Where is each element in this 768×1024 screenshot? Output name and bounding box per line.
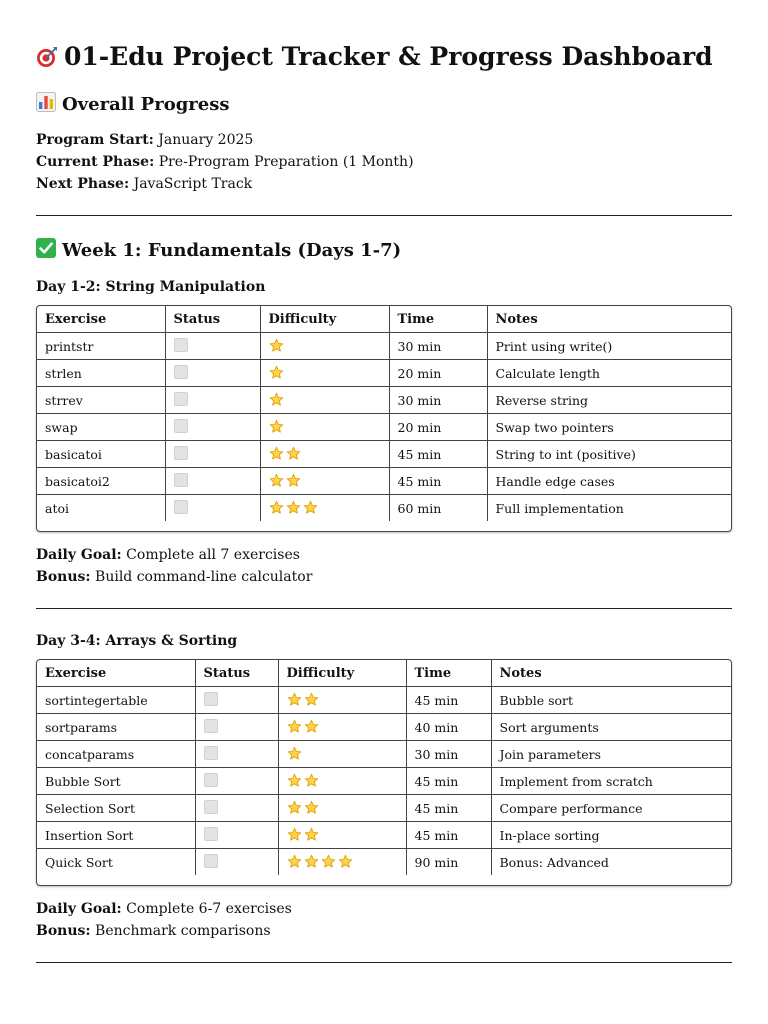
time-cell: 45 min	[389, 468, 487, 495]
difficulty-stars	[269, 392, 284, 407]
star-icon	[287, 746, 302, 761]
notes-cell: String to int (positive)	[487, 441, 731, 468]
difficulty-cell	[278, 687, 406, 714]
status-checkbox[interactable]	[174, 500, 188, 514]
target-icon	[36, 43, 58, 65]
table-row	[37, 360, 731, 387]
time-cell: 40 min	[406, 714, 491, 741]
status-checkbox[interactable]	[204, 827, 218, 841]
status-checkbox[interactable]	[174, 392, 188, 406]
bar-chart-icon	[36, 92, 56, 112]
program-meta	[36, 129, 732, 195]
difficulty-stars	[269, 419, 284, 434]
notes-cell: Swap two pointers	[487, 414, 731, 441]
next-phase-label: Next Phase:	[36, 176, 130, 192]
difficulty-stars	[287, 854, 353, 869]
star-icon	[287, 773, 302, 788]
difficulty-cell	[260, 468, 389, 495]
star-icon	[287, 719, 302, 734]
table-header-row	[37, 306, 731, 333]
exercise-cell: basicatoi2	[37, 468, 165, 495]
bonus-value: Build command-line calculator	[95, 569, 313, 585]
table-row	[37, 849, 731, 876]
exercise-cell: Selection Sort	[37, 795, 195, 822]
daily-goal-label: Daily Goal:	[36, 547, 122, 563]
difficulty-stars	[287, 827, 319, 842]
difficulty-stars	[269, 473, 301, 488]
star-icon	[304, 773, 319, 788]
exercise-table	[37, 306, 731, 521]
notes-cell: Handle edge cases	[487, 468, 731, 495]
star-icon	[304, 719, 319, 734]
status-cell	[195, 822, 278, 849]
status-checkbox[interactable]	[174, 419, 188, 433]
status-cell	[165, 414, 260, 441]
difficulty-cell	[278, 795, 406, 822]
time-cell: 45 min	[406, 687, 491, 714]
exercise-cell: basicatoi	[37, 441, 165, 468]
check-mark-icon	[36, 238, 56, 258]
table-row	[37, 468, 731, 495]
status-checkbox[interactable]	[174, 338, 188, 352]
status-checkbox[interactable]	[204, 773, 218, 787]
table-row	[37, 687, 731, 714]
overall-progress-heading	[36, 92, 732, 117]
notes-cell: Reverse string	[487, 387, 731, 414]
bonus-value: Benchmark comparisons	[95, 923, 271, 939]
notes-cell: Sort arguments	[491, 714, 731, 741]
column-header: Status	[165, 306, 260, 333]
notes-cell: Implement from scratch	[491, 768, 731, 795]
star-icon	[304, 827, 319, 842]
time-cell: 45 min	[389, 441, 487, 468]
notes-cell: Bubble sort	[491, 687, 731, 714]
star-icon	[269, 500, 284, 515]
exercise-cell: atoi	[37, 495, 165, 522]
column-header: Status	[195, 660, 278, 687]
star-icon	[269, 365, 284, 380]
time-cell: 45 min	[406, 768, 491, 795]
column-header: Exercise	[37, 306, 165, 333]
column-header: Difficulty	[278, 660, 406, 687]
exercise-table	[37, 660, 731, 875]
daily-goal-label: Daily Goal:	[36, 901, 122, 917]
exercise-cell: Quick Sort	[37, 849, 195, 876]
notes-cell: Full implementation	[495, 500, 624, 516]
divider	[36, 962, 732, 963]
day3-4-heading: Day 3-4: Arrays & Sorting	[36, 633, 238, 649]
exercise-cell: sortintegertable	[37, 687, 195, 714]
column-header: Time	[406, 660, 491, 687]
difficulty-cell	[278, 741, 406, 768]
notes-cell: Bonus: Advanced	[499, 854, 609, 870]
status-cell	[195, 795, 278, 822]
difficulty-stars	[269, 446, 301, 461]
difficulty-cell	[260, 333, 389, 360]
status-checkbox[interactable]	[174, 365, 188, 379]
star-icon	[287, 692, 302, 707]
difficulty-stars	[269, 365, 284, 380]
daily-goal-row	[36, 898, 732, 920]
table-row	[37, 495, 731, 522]
daily-goal-row	[36, 544, 732, 566]
divider	[36, 608, 732, 609]
status-cell	[195, 714, 278, 741]
star-icon	[287, 827, 302, 842]
daily-goal-value: Complete 6-7 exercises	[126, 901, 292, 917]
status-cell	[195, 687, 278, 714]
difficulty-cell	[260, 495, 389, 522]
table-row	[37, 387, 731, 414]
difficulty-stars	[269, 338, 284, 353]
time-cell: 45 min	[406, 822, 491, 849]
next-phase-value: JavaScript Track	[133, 176, 253, 192]
time-cell: 60 min	[389, 495, 487, 522]
exercise-cell: Insertion Sort	[37, 822, 195, 849]
status-checkbox[interactable]	[204, 719, 218, 733]
difficulty-stars	[287, 719, 319, 734]
divider	[36, 215, 732, 216]
table-row	[37, 822, 731, 849]
exercise-cell: concatparams	[37, 741, 195, 768]
status-cell	[195, 849, 278, 876]
overall-progress-heading-text: Overall Progress	[62, 94, 230, 115]
status-cell	[165, 360, 260, 387]
difficulty-cell	[278, 822, 406, 849]
star-icon	[269, 392, 284, 407]
status-cell	[195, 768, 278, 795]
column-header: Time	[389, 306, 487, 333]
status-checkbox[interactable]	[204, 800, 218, 814]
current-phase-value: Pre-Program Preparation (1 Month)	[158, 154, 414, 170]
difficulty-stars	[269, 500, 318, 515]
day1-2-goals	[36, 544, 732, 588]
table-row	[37, 441, 731, 468]
table-row	[37, 768, 731, 795]
star-icon	[304, 854, 319, 869]
difficulty-cell	[278, 849, 406, 876]
daily-goal-value: Complete all 7 exercises	[126, 547, 300, 563]
status-cell	[165, 387, 260, 414]
status-cell	[165, 333, 260, 360]
difficulty-cell	[260, 441, 389, 468]
exercise-cell: strrev	[37, 387, 165, 414]
star-icon	[269, 473, 284, 488]
exercise-cell: sortparams	[37, 714, 195, 741]
table-row	[37, 795, 731, 822]
time-cell: 30 min	[389, 387, 487, 414]
difficulty-stars	[287, 800, 319, 815]
week1-heading-text: Week 1: Fundamentals (Days 1-7)	[62, 240, 402, 261]
difficulty-cell	[260, 387, 389, 414]
status-checkbox[interactable]	[204, 854, 218, 868]
difficulty-stars	[287, 692, 319, 707]
table-row	[37, 741, 731, 768]
next-phase-row	[36, 173, 732, 195]
star-icon	[321, 854, 336, 869]
program-start-row	[36, 129, 732, 151]
current-phase-row	[36, 151, 732, 173]
time-cell: 90 min	[406, 849, 491, 876]
column-header: Notes	[491, 660, 731, 687]
bonus-row	[36, 920, 732, 942]
time-cell: 45 min	[406, 795, 491, 822]
difficulty-cell	[278, 768, 406, 795]
difficulty-cell	[260, 414, 389, 441]
star-icon	[286, 473, 301, 488]
star-icon	[287, 800, 302, 815]
status-cell	[165, 495, 260, 522]
bonus-label: Bonus:	[36, 923, 91, 939]
status-cell	[195, 741, 278, 768]
status-checkbox[interactable]	[204, 746, 218, 760]
star-icon	[287, 854, 302, 869]
time-cell: 20 min	[389, 360, 487, 387]
notes-cell: In-place sorting	[491, 822, 731, 849]
column-header: Notes	[487, 306, 731, 333]
exercise-cell: printstr	[37, 333, 165, 360]
star-icon	[304, 800, 319, 815]
week1-heading	[36, 238, 732, 263]
column-header: Difficulty	[260, 306, 389, 333]
exercise-cell: strlen	[37, 360, 165, 387]
time-cell: 30 min	[406, 741, 491, 768]
program-start-label: Program Start:	[36, 132, 154, 148]
status-cell	[165, 441, 260, 468]
program-start-value: January 2025	[158, 132, 254, 148]
bonus-label: Bonus:	[36, 569, 91, 585]
notes-cell: Compare performance	[491, 795, 731, 822]
time-cell: 30 min	[389, 333, 487, 360]
star-icon	[269, 419, 284, 434]
current-phase-label: Current Phase:	[36, 154, 155, 170]
exercise-cell: swap	[37, 414, 165, 441]
table-row	[37, 414, 731, 441]
status-checkbox[interactable]	[174, 446, 188, 460]
star-icon	[286, 500, 301, 515]
day1-2-heading: Day 1-2: String Manipulation	[36, 279, 266, 295]
status-checkbox[interactable]	[174, 473, 188, 487]
day3-4-goals	[36, 898, 732, 942]
arrays-sorting-table	[36, 659, 732, 886]
table-row	[37, 714, 731, 741]
time-cell: 20 min	[389, 414, 487, 441]
table-row	[37, 333, 731, 360]
column-header: Exercise	[37, 660, 195, 687]
star-icon	[269, 338, 284, 353]
star-icon	[286, 446, 301, 461]
star-icon	[303, 500, 318, 515]
difficulty-cell	[278, 714, 406, 741]
notes-cell: Calculate length	[487, 360, 731, 387]
notes-cell: Print using write()	[487, 333, 731, 360]
star-icon	[338, 854, 353, 869]
bonus-row	[36, 566, 732, 588]
star-icon	[269, 446, 284, 461]
page-title	[36, 0, 732, 76]
difficulty-stars	[287, 746, 302, 761]
star-icon	[304, 692, 319, 707]
status-checkbox[interactable]	[204, 692, 218, 706]
difficulty-stars	[287, 773, 319, 788]
table-header-row	[37, 660, 731, 687]
string-manipulation-table	[36, 305, 732, 532]
difficulty-cell	[260, 360, 389, 387]
exercise-cell: Bubble Sort	[37, 768, 195, 795]
page-title-text: 01-Edu Project Tracker & Progress Dashboard	[64, 42, 713, 71]
status-cell	[165, 468, 260, 495]
notes-cell: Join parameters	[491, 741, 731, 768]
